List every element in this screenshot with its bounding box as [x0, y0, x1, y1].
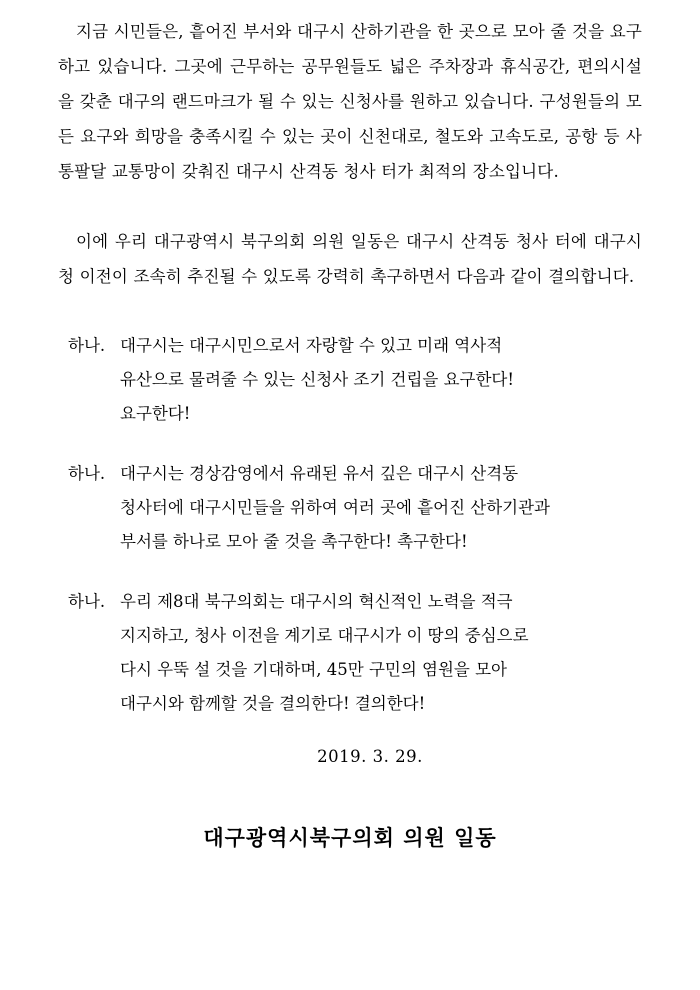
- resolution-text: 지지하고, 청사 이전을 계기로 대구시가 이 땅의 중심으로: [120, 626, 529, 645]
- resolution-line: [58, 619, 642, 653]
- resolution-text: 대구시는 대구시민으로서 자랑할 수 있고 미래 역사적: [120, 336, 503, 355]
- paragraph-1-text: 지금 시민들은, 흩어진 부서와 대구시 산하기관을 한 곳으로 모아 줄 것을 요구하고 있습니다. 그곳에 근무하는 공무원들도 넓은 주차장과 휴식공간, 편의시설을 갖춘 대구의 랜드마크가 될 수 있는 신청사를 원하고 있습니다. 구성원들의 모든 요구와 희망을 충족시킬 수 있는 곳이 신천대로, 철도와 고속도로, 공항 등 사통팔달 교통망이 갖춰진 대구시 산격동 청사 터가 최적의 장소입니다.: [58, 22, 642, 181]
- paragraph-2: [58, 224, 642, 294]
- resolution-text: 부서를 하나로 모아 줄 것을 촉구한다! 촉구한다!: [120, 532, 468, 551]
- resolution-line: [58, 653, 642, 687]
- document-date: 2019. 3. 29.: [317, 747, 423, 766]
- resolution-item: [58, 585, 642, 721]
- resolution-text: 대구시와 함께할 것을 결의한다! 결의한다!: [120, 694, 426, 713]
- paragraph-spacer: [58, 189, 642, 224]
- resolution-line: [58, 687, 642, 721]
- resolution-line: [58, 525, 642, 559]
- paragraph-1: [58, 14, 642, 189]
- section-spacer: [58, 294, 642, 329]
- resolution-item: [58, 329, 642, 431]
- resolution-text: 유산으로 물려줄 수 있는 신청사 조기 건립을 요구한다!: [120, 370, 515, 389]
- resolution-line: [58, 397, 642, 431]
- resolution-text: 요구한다!: [120, 404, 191, 423]
- resolution-line: [58, 491, 642, 525]
- resolution-item: [58, 457, 642, 559]
- resolution-list: [58, 329, 642, 721]
- resolution-line: [58, 329, 642, 363]
- resolution-label: 하나.: [68, 464, 106, 483]
- resolution-line: [58, 585, 642, 619]
- resolution-label: 하나.: [68, 336, 106, 355]
- resolution-text: 대구시는 경상감영에서 유래된 유서 깊은 대구시 산격동: [120, 464, 519, 483]
- resolution-line: [58, 457, 642, 491]
- document-signature: 대구광역시북구의회 의원 일동: [203, 825, 497, 850]
- resolution-text: 다시 우뚝 설 것을 기대하며, 45만 구민의 염원을 모아: [120, 660, 507, 679]
- resolution-line: [58, 363, 642, 397]
- resolution-label: 하나.: [68, 592, 106, 611]
- resolution-text: 청사터에 대구시민들을 위하여 여러 곳에 흩어진 산하기관과: [120, 498, 550, 517]
- resolution-text: 우리 제8대 북구의회는 대구시의 혁신적인 노력을 적극: [120, 592, 513, 611]
- paragraph-2-text: 이에 우리 대구광역시 북구의회 의원 일동은 대구시 산격동 청사 터에 대구시청 이전이 조속히 추진될 수 있도록 강력히 촉구하면서 다음과 같이 결의합니다.: [58, 232, 642, 286]
